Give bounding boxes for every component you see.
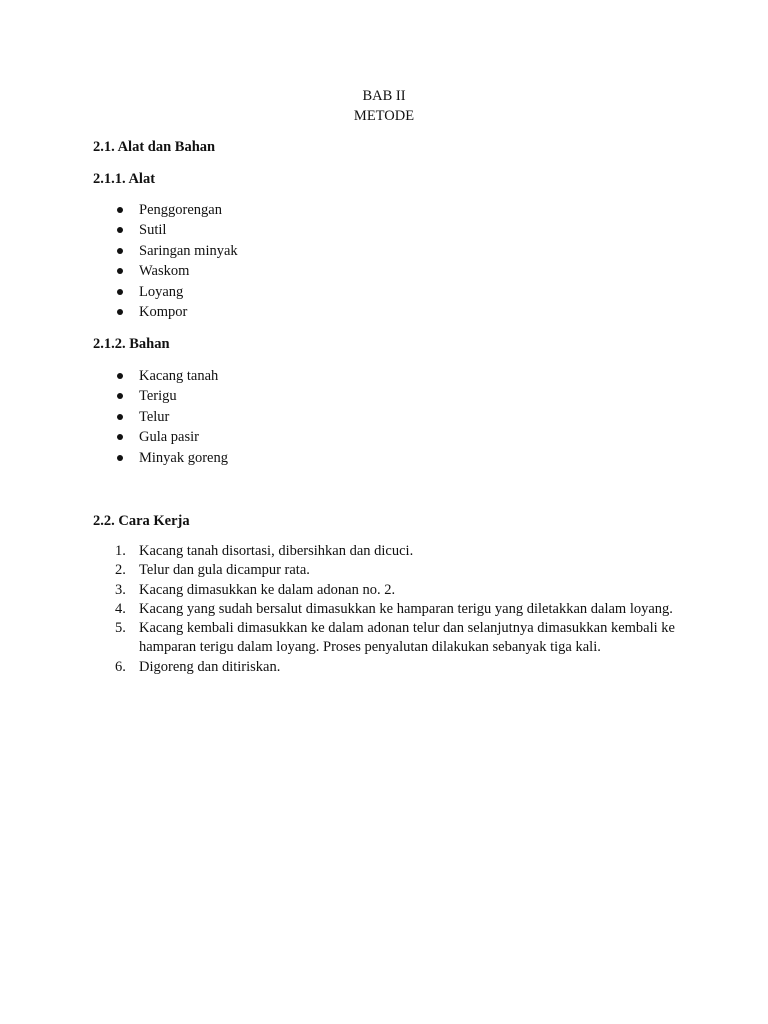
- list-item-text: Telur: [139, 408, 170, 425]
- bullet-icon: [117, 227, 123, 233]
- step-text: Kacang dimasukkan ke dalam adonan no. 2.: [139, 581, 396, 598]
- step-number: 5.: [115, 620, 126, 637]
- list-item-text: Terigu: [139, 388, 177, 405]
- bullet-icon: [117, 207, 123, 213]
- step-number: 2.: [115, 562, 126, 579]
- bullet-icon: [117, 434, 123, 440]
- bullet-icon: [117, 248, 123, 254]
- step-number: 4.: [115, 600, 126, 617]
- list-item-text: Kompor: [139, 303, 188, 320]
- step-number: 3.: [115, 581, 126, 598]
- section-heading-cara-kerja: 2.2. Cara Kerja: [93, 513, 190, 529]
- bullet-icon: [117, 373, 123, 379]
- list-item: [93, 658, 675, 677]
- subsection-heading-bahan: 2.1.2. Bahan: [93, 336, 170, 352]
- list-item: [93, 561, 675, 580]
- chapter-label: BAB II: [362, 88, 406, 104]
- list-item: [93, 581, 675, 600]
- step-text: Telur dan gula dicampur rata.: [139, 562, 310, 579]
- bullet-icon: [117, 393, 123, 399]
- list-item-text: Kacang tanah: [139, 368, 219, 384]
- list-item-text: Sutil: [139, 222, 167, 239]
- list-item-text: Loyang: [139, 283, 184, 300]
- step-text: Kacang yang sudah bersalut dimasukkan ke hamparan terigu yang diletakkan dalam loyang.: [139, 600, 673, 617]
- list-item: [93, 600, 675, 619]
- list-item: [93, 619, 675, 658]
- bullet-icon: [117, 268, 123, 274]
- list-item-text: Gula pasir: [139, 429, 199, 446]
- list-item-text: Saringan minyak: [139, 242, 238, 259]
- list-item-text: Waskom: [139, 263, 190, 280]
- list-item-text: Penggorengan: [139, 202, 222, 218]
- step-text: Kacang tanah disortasi, dibersihkan dan dicuci.: [139, 543, 414, 559]
- subsection-heading-alat: 2.1.1. Alat: [93, 171, 156, 187]
- step-number: 1.: [115, 543, 126, 559]
- step-text: Digoreng dan ditiriskan.: [139, 658, 281, 675]
- steps-list: [93, 542, 675, 677]
- bullet-icon: [117, 414, 123, 420]
- step-number: 6.: [115, 658, 126, 675]
- chapter-title: METODE: [353, 108, 415, 124]
- list-item: [93, 542, 675, 561]
- section-heading-alat-bahan: 2.1. Alat dan Bahan: [93, 139, 216, 155]
- list-item-text: Minyak goreng: [139, 449, 228, 466]
- bullet-icon: [117, 455, 123, 461]
- bullet-icon: [117, 289, 123, 295]
- step-text: Kacang kembali dimasukkan ke dalam adonan telur dan selanjutnya dimasukkan kembali ke hamparan terigu dalam loyang. Proses penyalutan dilakukan sebanyak tiga kali.: [139, 620, 675, 656]
- bullet-icon: [117, 309, 123, 315]
